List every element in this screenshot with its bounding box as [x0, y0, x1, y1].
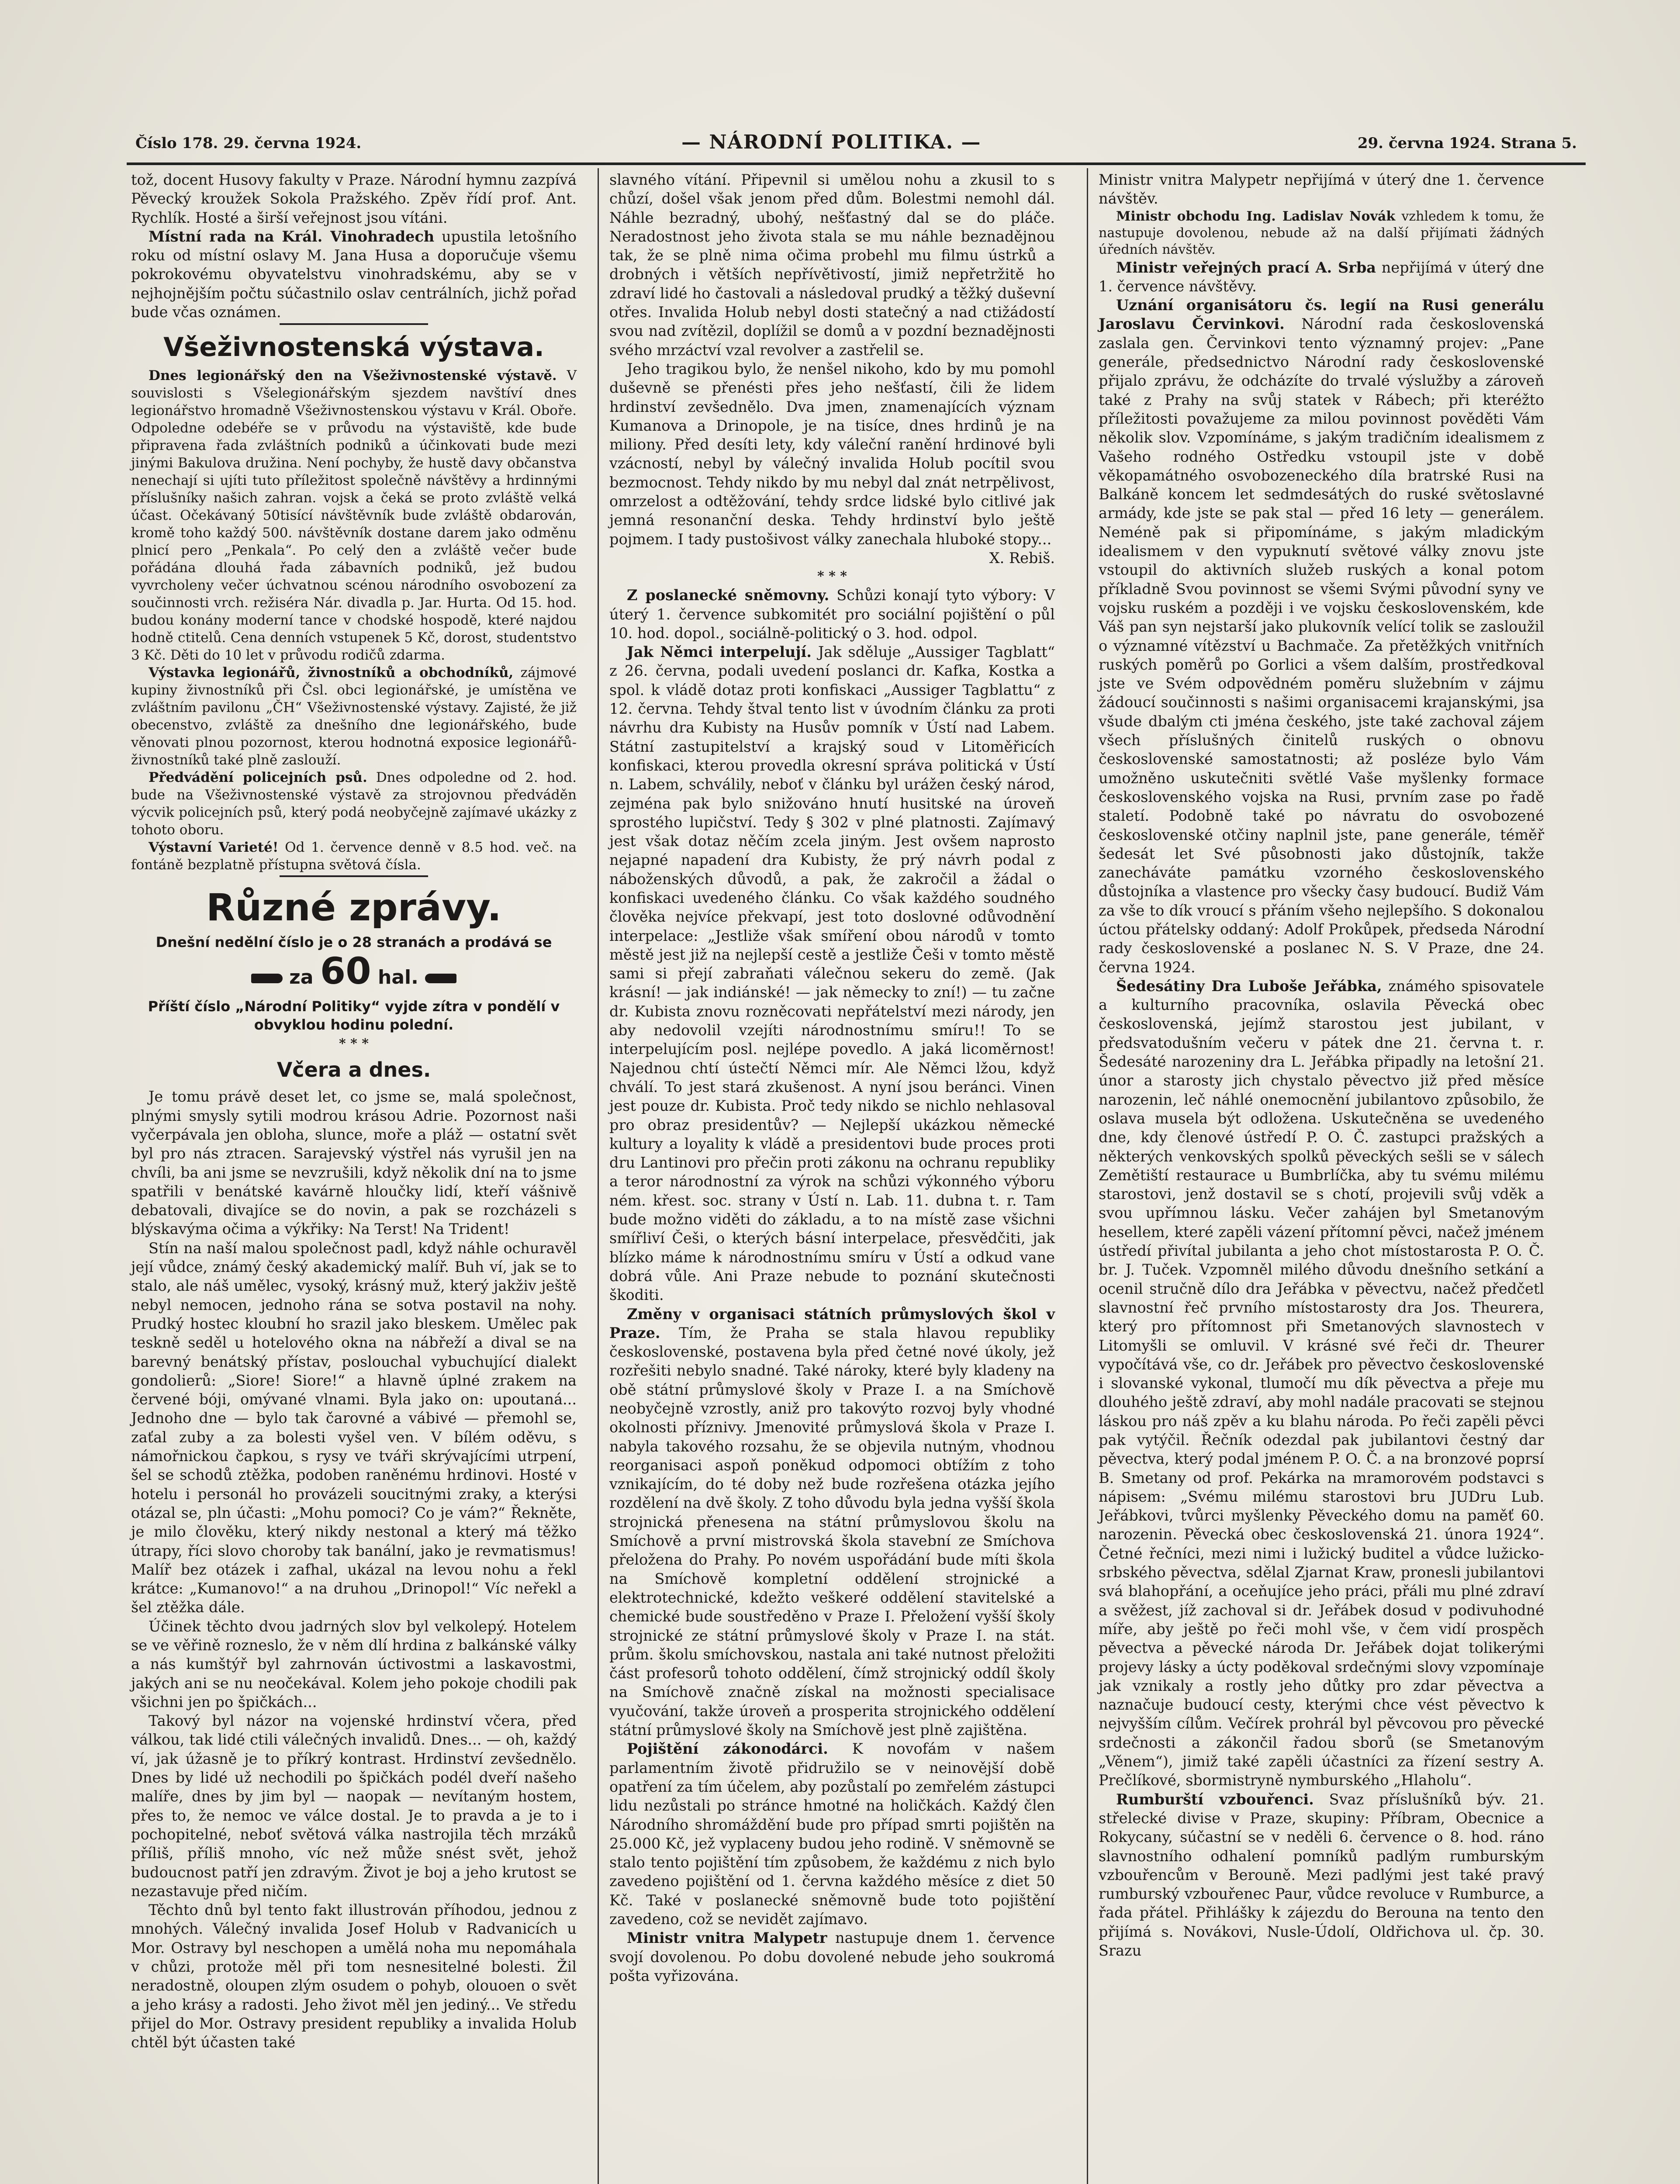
pointing-hand-icon: [425, 974, 456, 983]
page-header: [135, 131, 1577, 157]
paragraph-lead: Výstavní Varieté!: [149, 840, 279, 856]
paragraph: Výstavka legionářů, živnostníků a obchodníků, zájmové kupiny živnostníků při Čsl. obci legionářské, je umístěna ve zvláštním pavilonu „ČH“ Všeživnostenské výstavy. Zajisté, že již obecenstvo, zvláště za dnešního dne legionářského, bude věnovati plnou pozornost, kterou hodnotná exposice legionářů-živnostníků také plně zaslouží.: [131, 665, 577, 768]
paragraph: Pojištění zákonodárci. K novofám v našem parlamentním životě přidružilo se v neinovější době opatření za tím účelem, aby pozůstalí po zemřelém zástupci lidu nezůstali po stránce hmotné na holičkách. Každý člen Národního shromáždění bude pro případ smrti pojištěn na 25.000 Kč, jež vyplaceny budou jeho rodině. V sněmovně se stalo tento pojištění tím způsobem, že každému z nich bylo zavedeno pojištění od 1. června každého měsíce z diet 50 Kč. Také v poslanecké sněmovně bude toto pojištění zavedeno, což se nevidět zajímavo.: [609, 1740, 1055, 1928]
paragraph-lead: Ministr veřejných prací A. Srba: [1116, 259, 1376, 276]
column-2: [609, 170, 1055, 1985]
paragraph: Rumburští vzbouřenci. Svaz příslušníků býv. 21. střelecké divise v Praze, skupiny: Příbram, Obecnice a Rokycany, súčastní se v neděli 6. července o 8. hod. ráno slavnostního odhalení pomníků padlým rumburským vzbouřencům v Berouně. Mezi padlými jest také pravý rumburský vzbouřenec Paur, vůdce revoluce v Rumburce, a řada přátel. Přihlášky k zájezdu do Berouna na tento den přijímá s. Novákovi, Nusle-Údolí, Oldřichova ul. čp. 30. Srazu: [1099, 1790, 1544, 1959]
paragraph: Změny v organisaci státních průmyslových škol v Praze. Tím, že Praha se stala hlavou republiky československé, postavena byla před četné nové úkoly, jež rozřešiti nebylo snadné. Také nároky, které byly kladeny na obě státní průmyslové školy v Praze I. a na Smíchově neobyčejně vzrostly, aniž pro takovýto rozvoj byly vhodné okolnosti příznivy. Jmenovité průmyslová škola v Praze I. nabyla takového rozsahu, že se objevila nutným, vhodnou reorganisaci aspoň poněkud odpomoci obtížím z toho vznikajícím, do té doby než bude rozřešena otázka jejího rozdělení na dvě školy. Z toho důvodu byla jedna vyšší škola strojnická přenesena na státní průmyslovou školu na Smíchově a první mistrovská škola stavební ze Smíchova přeložena do Prahy. Po novém uspořádání bude míti škola na Smíchově kompletní oddělení strojnické a elektrotechnické, kdežto veškeré oddělení stavitelské a chemické bude soustředěno v Praze I. Přeložení vyšší školy strojnické ze státní průmyslové školy v Praze I. na stát. prům. školu smíchovskou, nastala ani také nutnost přeložiti část profesorů tohoto oddělení, čímž strojnický oddíl školy na Smíchově značně získal na možnosti specialisace vyučování, takže úroveň a prosperita strojnického oddělení státní průmyslové školy na Smíchově jest plně zajištěna.: [609, 1305, 1055, 1739]
paragraph: Jak Němci interpelují. Jak sděluje „Aussiger Tagblatt“ z 26. června, podali uvedení poslanci dr. Kafka, Kostka a spol. k vládě dotaz proti konfiskaci „Aussiger Tagblattu“ z 12. června. Tehdy štval tento list v úvodním článku za proti návrhu dra Kubisty na Husův pomník v Ústí nad Labem. Státní zastupitelství a krajský soud v Litoměřicích konfiskaci, kterou provedla okresní správa politická v Ústí n. Labem, schválily, neboť v článku byl urážen český národ, zejména pak bylo snižováno hnutí husitské na úroveň sprostého lupičství. Tedy § 302 v plné platnosti. Zajímavý jest však dotaz něčím zcela jiným. Jest ovšem naprosto nejapné napadení dra Kubisty, že prý návrh podal z náboženských důvodů, a pak, že zakročil a žádal o konfiskaci uvedeného článku. Co však každého soudného člověka nejvíce překvapí, jest toto doslovné odůvodnění interpelace: „Jestliže však smíření obou národů v tomto městě jest již na nejlepší cestě a jestliže Češi v tomto městě sami si přejí zabraňati válečnou sekeru do země. (Jak krásní! — jak indiánské! — jak německy to zní!) — tu začne dr. Kubista znovu rozněcovati nepřátelství mezi národy, jen aby nedovolil vzejíti národnostnímu smíru!! To se interpelujícím posl. nejlépe povedlo. A jaká licoměrnost! Najednou chtí ústečtí Němci mír. Ale Němci lžou, když chválí. To jest stará zkušenost. A nyní jsou beránci. Vinen jest pouze dr. Kubista. Proč tedy nikdo se nichlo nehlasoval pro obraz presidentův? — Nejlepší ukázkou německé kultury a loyality k vládě a presidentovi bude proces proti dru Lantinovi pro přečin proti zákonu na ochranu republiky a teror národnostní za výrok na schůzi výkonného výboru ném. křest. soc. strany v Ústí n. Lab. 11. dubna t. r. Tam bude možno viděti do základu, a to na místě zase všichni smířliví Češi, o kterých básní interpelace, přesvědčiti, jak blízko máme k národnostnímu smíru v Ústí a odkud vane dobrá vůle. Ani Praze nebude to poznání skutečnosti škoditi.: [609, 643, 1055, 1304]
paragraph: Uznání organisátoru čs. legií na Rusi generálu Jaroslavu Červinkovi. Národní rada československá zaslala gen. Červinkovi tento významný projev: „Pane generále, předsednictvo Národní rady československé přijalo zprávu, že odcházíte do trvalé výslužby a zároveň také z Prahy na svůj statek v Rábech; při kteréžto příležitosti považujeme za milou povinnost pověděti Vám několik slov. Vzpomínáme, s jakým tradičním idealismem z Vašeho rodného Ostředku vstoupil jste v době věkopamátného osvobozeneckého díla bratrské Rusi na Balkáně koncem let sedmdesátých do ruské světoslavné armády, kde jste se pak stal — před 16 lety — generálem. Neméně pak si připomínáme, s jakým mladickým idealismem v den vypuknutí světové války znovu jste vstoupil do aktivních služeb ruských a konal potom příkladně Svou povinnost se všemi Svými původní syny ve vojsku ruském a později i ve vojsku československém, kde Váš pan syn nejstarší jako plukovník velící tolik se zasloužil o významné vítězství u Bachmače. Za přetěžkých vnitřních ruských poměrů po Gorlici a všem dalším, prostředkoval jste ve Svém odpovědném poměru služebním v zájmu žádoucí součinnosti s našimi organisacemi krajanskými, jsa všude dbalým cti jména českého, jste také zachoval zájem všech příslušných činitelů ruských o obnovu československé samostatnosti; až posléze bylo Vám umožněno uskutečniti světlé Vaše myšlenky formace československého vojska na Rusi, prvním zase po řadě staletí. Podobně také po návratu do osvobozené československé otčiny naplnil jste, pane generále, téměř šedesát let Své působnosti jako důstojník, takže zanecháváte památku vzorného československého důstojníka a vlastence pro všecky časy budoucí. Budiž Vám za vše to dík vroucí s přáním všeho nejlepšího. S dokonalou úctou přátelsky oddaný: Adolf Prokůpek, předseda Národní rady československé a poslanec N. S. V Praze, dne 24. června 1924.: [1099, 297, 1544, 976]
column-divider: [1087, 168, 1088, 2184]
paragraph: Účinek těchto dvou jadrných slov byl velkolepý. Hotelem se ve věřině rozneslo, že v něm dlí hrdina z balkánské války a nás kumštýř byl zahrnován úctivostmi a laskavostmi, jakých ani se nu neočekával. Kolem jeho pokoje chodili pak všichni jen po špičkách...: [131, 1617, 577, 1711]
paragraph: Šedesátiny Dra Luboše Jeřábka, známého spisovatele a kulturního pracovníka, oslavila Pěvecká obec československá, jejímž starostou jest jubilant, v předsvatodušním večeru v pátek dne 21. června t. r. Šedesáté narozeniny dra L. Jeřábka připadly na letošní 21. únor a starosty jich chystalo pěvectvo již před měsíce narozenin, leč náhlé onemocnění jubilantovo způsobilo, že oslava musela být odložena. Uskutečněna se uvedeného dne, kdy členové ústředí P. O. Č. zastupci pražských a některých venkovských spolků pěveckých sešli se v sálech Zemětiští restaurace u Bumbrlíčka, aby tu svému milému starostovi, jenž dostavil se s chotí, projevili svůj vděk a svou upřímnou lásku. Večer zahájen byl Smetanovým hesellem, které zapěli vázení přítomní pěvci, načež jménem ústředí přivítal jubilanta a jeho chot místostarosta P. O. Č. br. J. Tuček. Vzpomněl milého důvodu dnešního setkání a ocenil stručně dílo dra Jeřábka v pěvectvu, načež předčetl slavnostní řeč prvního místostarosty dra Jos. Theurera, který pro přítomnost při Smetanových slavnostech v Litomyšli se omluvil. V krásné své řeči dr. Theurer vypočítává vše, co dr. Jeřábek pro pěvectvo československé i slovanské vykonal, tlumočí mu dík pěvectva a přeje mu dlouhého ještě zdraví, aby mohl nadále pracovati se stejnou láskou pro náš zpěv a ku blahu národa. Po řeči zapěli pěvci pak vytýčil. Řečník odezdal pak jubilantovi čestný dar pěvectva, který podal jménem P. O. Č. a na bronzové poprsí B. Smetany od prof. Pekárka na mramorovém podstavci s nápisem: „Svému milému starostovi bru JUDru Lub. Jeřábkovi, tvůrci myšlenky Pěveckého domu na paměť 60. narozenin. Pěvecká obec československá 21. února 1924“. Četné řečníci, mezi nimi i lužický buditel a vůdce lužicko-srbského pěvectva, sdělal Zjarnat Kraw, pronesli jubilantovi svá blahopřání, a oceňujíce jeho práci, přáli mu plné zdraví a svěžest, jíž zachoval si dr. Jeřábek dosud v podivuhodné míře, aby ještě po řeči mohl vše, v čem vidí prospěch pěvectva a pěvecké národa Dr. Jeřábek dojat tolikerými projevy lásky a úcty poděkoval srdečnými slovy vzpomínaje jak vznikaly a rostly jeho důtky pro zdar pěvectva a naznačuje budoucí cesty, kterými chce vést pěvectvo k nejvyšším cílům. Večírek prohrál byl pěvcovou pro pěvecké srdečnosti a zákončil řadou sborů (se Smetanovým „Věnem“), jimiž také zapěli účastníci za řízení sestry A. Prečlíkové, sbormistryně nymburského „Hlaholu“.: [1099, 977, 1545, 1789]
paragraph: Ministr obchodu Ing. Ladislav Novák vzhledem k tomu, že nastupuje dovolenou, nebude až na další přijímati žádných úředních návštěv.: [1099, 208, 1544, 257]
paragraph-lead: Ministr obchodu Ing. Ladislav Novák: [1116, 208, 1396, 224]
column-divider: [598, 168, 599, 2184]
author-signature: X. Rebiš.: [989, 549, 1055, 567]
paragraph: Je tomu právě deset let, co jsme se, malá společnost, plnými smysly sytili modrou krásou Adrie. Pozornost naši vyčerpávala jen obloha, slunce, moře a pláž — ostatní svět byl pro nás ztracen. Sarajevský výstřel nás vyrušil jen na chvíli, ba ani jsme se nevzrušili, když několik dní na to jsme spatřili v benátské kavárně hloučky lidí, kteří vášnivě debatovali, divajíce se do novin, a pak se rozcházeli s blýskavýma očima a výkřiky: Na Terst! Na Trident!: [131, 1088, 577, 1238]
paragraph: Z poslanecké sněmovny. Schůzi konají tyto výbory: V úterý 1. července subkomitét pro sociální pojištění o půl 10. hod. dopol., sociálně-politický o 3. hod. odpol.: [609, 587, 1055, 642]
paragraph: Ministr vnitra Malypetr nepřijímá v úterý dne 1. července návštěv.: [1099, 171, 1544, 207]
paragraph: Dnes legionářský den na Všeživnostenské výstavě. V souvislosti s Všelegionářským sjezdem navštíví dnes legionářstvo hromadně Všeživnostenskou výstavu v Král. Oboře. Odpoledne odebéře se v průvodu na výstaviště, kde bude připravena řada zvláštních podniků a účinkovati bude mezi jinými Bakulova družina. Není pochyby, že hustě davy občanstva nenechají si ujíti tuto příležitost společně návštěvy a hrdinnými příslušníky našich zahran. vojsk a čeká se proto zvláště velká účast. Očekávaný 50tisící návštěvník bude zvláště obdarován, kromě toho každý 500. návštěvník dostane darem jako odměnu plnicí pero „Penkala“. Po celý den a zvláště večer bude pořádána dlouhá řada zábavních podniků, jež budou vyvrcholeny večer úchvatnou scénou národního osvobození za součinnosti vrch. režiséra Nár. divadla p. Jar. Hurta. Od 15. hod. budou konány moderní tance v chodské hospodě, které najdou hodně ctitelů. Cena denních vstupenek 5 Kč, dorost, studentstvo 3 Kč. Děti do 10 let v průvodu rodičů zdarma.: [131, 368, 577, 663]
paragraph: Ministr veřejných prací A. Srba nepřijímá v úterý dne 1. července návštěvy.: [1099, 259, 1544, 295]
section-heading: Všeživnostenská výstava.: [163, 332, 544, 363]
section-rule: [280, 875, 428, 877]
column-1: [131, 170, 577, 2052]
price-notice: Dnešní nedělní číslo je o 28 stranách a prodává se: [156, 934, 552, 951]
separator-stars: * * *: [817, 569, 847, 584]
article-heading: Včera a dnes.: [277, 1058, 431, 1082]
paragraph: Výstavní Varieté! Od 1. července denně v 8.5 hod. več. na fontáně bezplatně přístupna světová čísla.: [131, 840, 577, 873]
page-date: 29. června 1924. Strana 5.: [1357, 135, 1577, 152]
column-3: [1099, 170, 1544, 1960]
price-value: 60: [320, 950, 371, 993]
pointing-hand-icon: [251, 974, 283, 983]
header-rule: [127, 162, 1586, 165]
paragraph: Místní rada na Král. Vinohradech upustila letošního roku od místní oslavy M. Jana Husa a doporučuje všemu pokrokovému obyvatelstvu vinohradskému, aby se v nejhojnějším počtu súčastnilo oslav centrálních, jichž pořad bude včas oznámen.: [131, 228, 577, 321]
paragraph-lead: Jak Němci interpelují.: [627, 643, 812, 661]
paragraph: Těchto dnů byl tento fakt illustrován příhodou, jednou z mnohých. Válečný invalida Josef Holub v Radvanicích u Mor. Ostravy byl neschopen a umělá noha mu nepomáhala v chůzi, protože měl při tom nesnesitelné bolesti. Žil neradostně, oloupen zlým osudem o pohyb, olouoen o svět a jeho krásy a radosti. Jeho život měl jen jediný... Ve středu přijel do Mor. Ostravy president republiky a invalida Holub chtěl být účasten také: [131, 1901, 577, 2051]
paragraph-lead: Výstavka legionářů, živnostníků a obchodníků,: [149, 665, 514, 681]
paragraph: Předvádění policejních psů. Dnes odpoledne od 2. hod. bude na Všeživnostenské výstavě za strojovnou předváděn výcvik policejních psů, který podá neobyčejně zajímavé ukázky z tohoto oboru.: [131, 770, 577, 838]
paragraph: tož, docent Husovy fakulty v Praze. Národní hymnu zazpívá Pěvecký kroužek Sokola Pražského. Zpěv řídí prof. Ant. Rychlík. Hosté a širší veřejnost jsou vítáni.: [131, 171, 577, 226]
paragraph-lead: Uznání organisátoru čs. legií na Rusi generálu Jaroslavu Červinkovi.: [1099, 297, 1544, 333]
separator-stars: * * *: [339, 1036, 369, 1052]
price-line: za 60 hal.: [131, 951, 577, 997]
paragraph-lead: Z poslanecké sněmovny.: [627, 587, 830, 604]
newspaper-title: — NÁRODNÍ POLITIKA. —: [681, 131, 982, 153]
issue-number: Číslo 178. 29. června 1924.: [135, 135, 362, 152]
paragraph-lead: Šedesátiny Dra Luboše Jeřábka,: [1116, 977, 1382, 995]
paragraph-lead: Pojištění zákonodárci.: [627, 1740, 828, 1758]
section-rule: [280, 323, 428, 325]
paragraph: Jeho tragikou bylo, že nenšel nikoho, kdo by mu pomohl duševně se přenésti přes jeho nešťastí, čili že lidem hrdinství zevšednělo. Dva jmen, znamenajících význam Kumanova a Drinopole, je na tisíce, dnes hrdinů je na miliony. Před desíti lety, kdy váleční ranění hrdinové byli vzácností, nebyl by válečný invalida Holub pocítil svou bezmocnost. Tehdy nikdo by mu nebyl dal znát netrpělivost, omrzelost a odtěžování, tehdy srdce lidské bylo citlivé jak jemná resonanční deska. Tehdy hrdinství bylo ještě pojmem. I tady pustošivost války zanechala hluboké stopy...: [609, 360, 1055, 548]
next-issue-notice: Příští číslo „Národní Politiky“ vyjde zítra v pondělí v obvyklou hodinu polední.: [148, 998, 560, 1033]
paragraph-lead: Předvádění policejních psů.: [149, 770, 367, 786]
paragraph-lead: Změny v organisaci státních průmyslových škol v Praze.: [609, 1305, 1055, 1341]
paragraph: slavného vítání. Připevnil si umělou nohu a zkusil to s chůzí, došel však jenom před dům. Bolestmi nemohl dál. Náhle bezradný, ubohý, nešťastný dal se do pláče. Neradostnost jeho života stala se mu náhle beznadějnou tak, že se plně nima očima probehl mu filmu ústrků a drobných i větších nepřívětivostí, jimiž nepřetržitě ho zdraví lidé ho častovali a následoval prudký a těžký duševní otřes. Invalida Holub nebyl dosti statečný a nad ctižádostí svou nad zvítězil, doplížil se domů a v pozdní beznadějnosti svého mrzáctví vzal revolver a zastřelil se.: [609, 171, 1055, 359]
paragraph: Takový byl názor na vojenské hrdinství včera, před válkou, tak lidé ctili válečných invalidů. Dnes... — oh, každý ví, jak úžasně je to příkrý kontrast. Hrdinství zevšednělo. Dnes by lidé už nechodili po špičkách podél dveří našeho malíře, dnes by jim byl — naopak — nevítaným hostem, přes to, že nemoc ve válce dostal. Je to pravda a je to i pochopitelné, neboť světová válka nastrojila těch mrzáků příliš, příliš mnoho, víc než může snést svět, jehož budoucnost patří jen zdravým. Život je boj a jeho krutost se nezastavuje před ničím.: [131, 1712, 577, 1900]
paragraph-lead: Ministr vnitra Malypetr: [627, 1929, 827, 1947]
paragraph-lead: Rumburští vzbouřenci.: [1116, 1790, 1314, 1808]
paragraph-lead: Dnes legionářský den na Všeživnostenské výstavě.: [149, 368, 557, 384]
section-heading: Různé zprávy.: [206, 886, 501, 930]
paragraph-lead: Místní rada na Král. Vinohradech: [149, 228, 435, 245]
paragraph: Ministr vnitra Malypetr nastupuje dnem 1. července svojí dovolenou. Po dobu dovolené nebude jeho soukromá pošta vyřizována.: [609, 1929, 1055, 1984]
paragraph: Stín na naší malou společnost padl, když náhle ochuravěl její vůdce, známý český akademický malíř. Buh ví, jak se to stalo, ale náš umělec, vysoký, krásný muž, který jakživ ještě nebyl nemocen, jednoho rána se sotva postavil na nohy. Prudký hostec kloubní ho srazil jako bleskem. Umělec pak teskně seděl u hotelového okna na nábřeží a dival se na barevný benátský přístav, poslouchal vybuchující dialekt gondolierů: „Siore! Siore!“ a hlavně úplné zrakem na červené bóji, omývané vlnami. Byla jako on: upoutaná... Jednoho dne — bylo tak čarovné a vábivé — přemohl se, zaťal zuby a za bolesti vyšel ven. V bílém oděvu, s námořnickou čapkou, s rysy ve tváři skrývajícími utrpení, šel se schodů ztěžka, podoben raněnému hrdinovi. Hosté v hotelu i personál ho provázeli soucitnými zraky, a kterýsi otázal se, pln účasti: „Mohu pomoci? Co je vám?“ Řekněte, je milo člověku, který nikdy nestonal a který má těžko útrapy, říci slovo choroby tak banální, jako je revmatismus! Malíř bez otázek i zafhal, ukázal na levou nohu a řekl krátce: „Kumanovo!“ a na druhou „Drinopol!“ Víc neřekl a šel ztěžka dále.: [131, 1239, 577, 1616]
